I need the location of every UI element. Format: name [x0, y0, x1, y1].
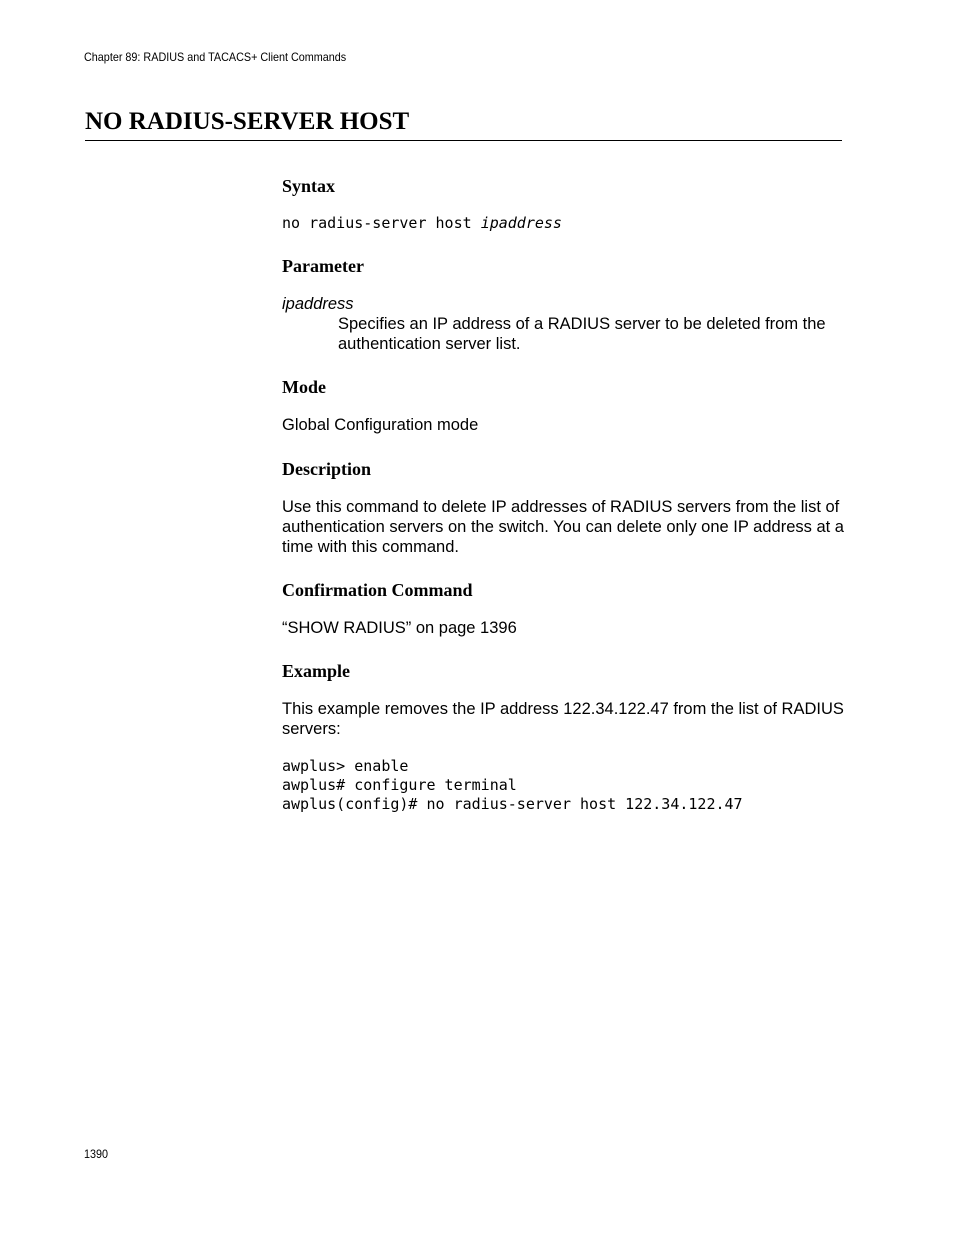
- example-heading: Example: [282, 661, 351, 681]
- title-rule: [85, 140, 842, 141]
- syntax-command: no radius-server host: [282, 214, 481, 232]
- syntax-heading: Syntax: [282, 176, 336, 196]
- page-title: NO RADIUS-SERVER HOST: [85, 108, 410, 135]
- description-heading: Description: [282, 459, 371, 479]
- parameter-name: ipaddress: [282, 295, 354, 313]
- example-code-line-2: awplus# configure terminal: [282, 776, 517, 794]
- mode-heading: Mode: [282, 377, 326, 397]
- syntax-code: [282, 214, 562, 233]
- syntax-argument: ipaddress: [480, 214, 562, 232]
- mode-text: Global Configuration mode: [282, 416, 479, 434]
- page-number: 1390: [84, 1147, 109, 1161]
- example-code-line-3: awplus(config)# no radius-server host 122.34.122.47: [282, 795, 743, 813]
- running-header: Chapter 89: RADIUS and TACACS+ Client Commands: [84, 50, 347, 64]
- confirmation-heading: Confirmation Command: [282, 580, 473, 600]
- parameter-description: Specifies an IP address of a RADIUS server to be deleted from the authentication server list.: [338, 315, 826, 353]
- example-text: This example removes the IP address 122.34.122.47 from the list of RADIUS servers:: [282, 700, 844, 738]
- parameter-heading: Parameter: [282, 256, 364, 276]
- description-text: Use this command to delete IP addresses of RADIUS servers from the list of authentication servers on the switch. You can delete only one IP address at a time with this command.: [282, 498, 844, 556]
- confirmation-link[interactable]: “SHOW RADIUS” on page 1396: [282, 619, 517, 637]
- example-code-line-1: awplus> enable: [282, 757, 409, 775]
